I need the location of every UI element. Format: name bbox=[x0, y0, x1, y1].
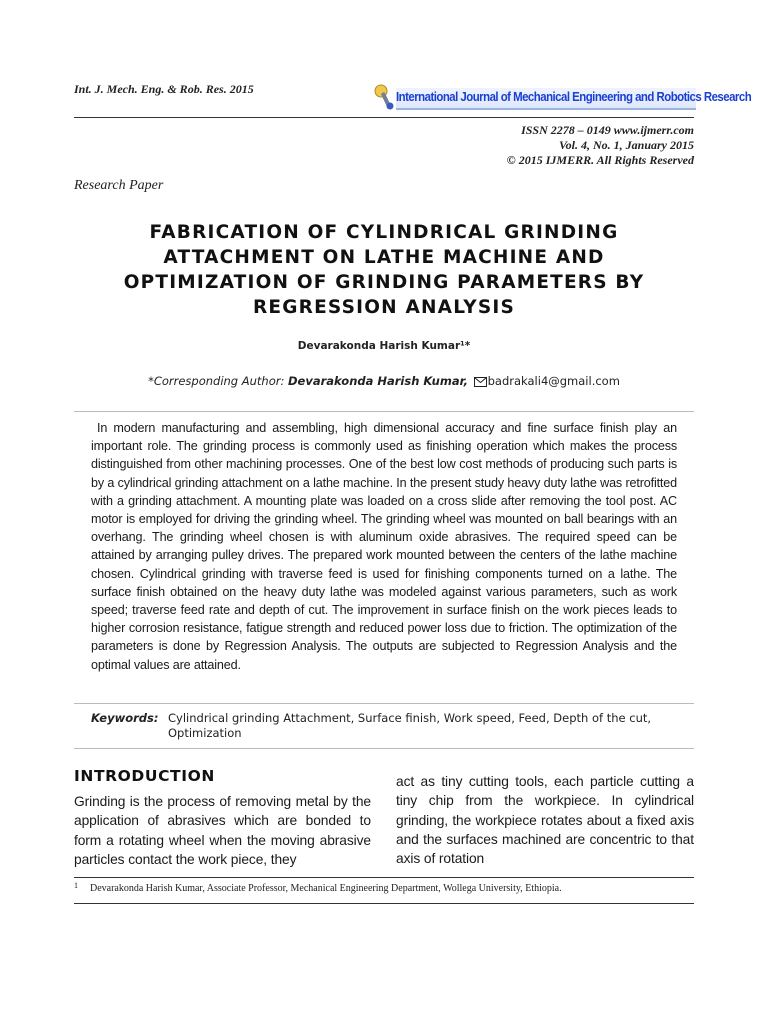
abstract-top-rule bbox=[74, 411, 694, 412]
issn-line: ISSN 2278 – 0149 www.ijmerr.com bbox=[521, 123, 694, 137]
volume-line: Vol. 4, No. 1, January 2015 bbox=[558, 138, 694, 152]
journal-logo-text: International Journal of Mechanical Engineering and Robotics Research bbox=[396, 89, 752, 104]
introduction-left-column: Grinding is the process of removing metal by the application of abrasives which are bonded to form a rotating wheel when the moving abrasive particles contact the work piece, they bbox=[74, 794, 371, 867]
journal-short-name: Int. J. Mech. Eng. & Rob. Res. 2015 bbox=[74, 82, 254, 96]
issn-block bbox=[507, 123, 694, 168]
corresponding-name: Devarakonda Harish Kumar, bbox=[288, 374, 468, 388]
keywords-top-rule bbox=[74, 703, 694, 704]
abstract-text: In modern manufacturing and assembling, high dimensional accuracy and fine surface finish play an important role. The grinding process is commonly used as finishing operation which makes the process distinguished from other machining processes. One of the best low cost methods of producing such parts is by a cylindrical grinding attachment on a lathe machine. In the present study heavy duty lathe was retrofitted with a grinding attachment. A mounting plate was loaded on a cross slide after removing the tool post. AC motor is employed for driving the grinding wheel. The grinding wheel was mounted on ball bearings with an overhang. The grinding wheel chosen is with aluminum oxide abrasives. The required speed can be attained by arranging pulley drives. The prepared work mounted between the centers of the lathe machine chosen. Cylindrical grinding with traverse feed is used for finishing components turned on a lathe. The surface finish obtained on the heavy duty lathe was modeled against various parameters, such as work speed; traverse feed rate and depth of cut. The improvement in surface finish on the work pieces leads to higher corrosion resistance, fatigue strength and reduced power loss due to friction. The optimization of the parameters is done by Regression Analysis. The outputs are subjected to Regression Analysis and the optimal values are attained. bbox=[91, 421, 677, 672]
paper-type: Research Paper bbox=[74, 178, 164, 193]
footnote-bottom-rule bbox=[74, 903, 694, 904]
footnote-text: Devarakonda Harish Kumar, Associate Professor, Mechanical Engineering Department, Wollega University, Ethiopia. bbox=[90, 883, 562, 894]
keywords-bottom-rule bbox=[74, 748, 694, 749]
envelope-icon bbox=[474, 377, 487, 387]
journal-logo-icon bbox=[372, 82, 398, 112]
keywords-text: Cylindrical grinding Attachment, Surface finish, Work speed, Feed, Depth of the cut, Optimization bbox=[168, 711, 652, 740]
corresponding-email[interactable]: badrakali4@gmail.com bbox=[487, 374, 620, 388]
title-line: REGRESSION ANALYSIS bbox=[252, 297, 516, 318]
keywords-label: Keywords: bbox=[91, 711, 159, 725]
title-line: OPTIMIZATION OF GRINDING PARAMETERS BY bbox=[123, 272, 645, 293]
corresponding-author bbox=[74, 374, 694, 388]
journal-logo-banner bbox=[396, 88, 752, 110]
introduction-right-column: act as tiny cutting tools, each particle cutting a tiny chip from the workpiece. In cylindrical grinding, the workpiece rotates about a fixed axis and the surfaces machined are concentric to that axis of rotation bbox=[396, 774, 694, 867]
journal-logo bbox=[370, 80, 752, 114]
title-line: FABRICATION OF CYLINDRICAL GRINDING bbox=[149, 222, 619, 243]
title-line: ATTACHMENT ON LATHE MACHINE AND bbox=[163, 247, 605, 268]
header-rule bbox=[74, 117, 694, 118]
corresponding-label: *Corresponding Author: bbox=[148, 374, 285, 388]
introduction-heading: INTRODUCTION bbox=[74, 767, 215, 785]
footnote bbox=[74, 881, 694, 894]
author-name: Devarakonda Harish Kumar¹* bbox=[297, 340, 471, 352]
footnote-top-rule bbox=[74, 877, 694, 878]
copyright-line: © 2015 IJMERR. All Rights Reserved bbox=[506, 153, 694, 167]
footnote-mark: 1 bbox=[74, 881, 78, 890]
paper-title bbox=[74, 220, 694, 320]
